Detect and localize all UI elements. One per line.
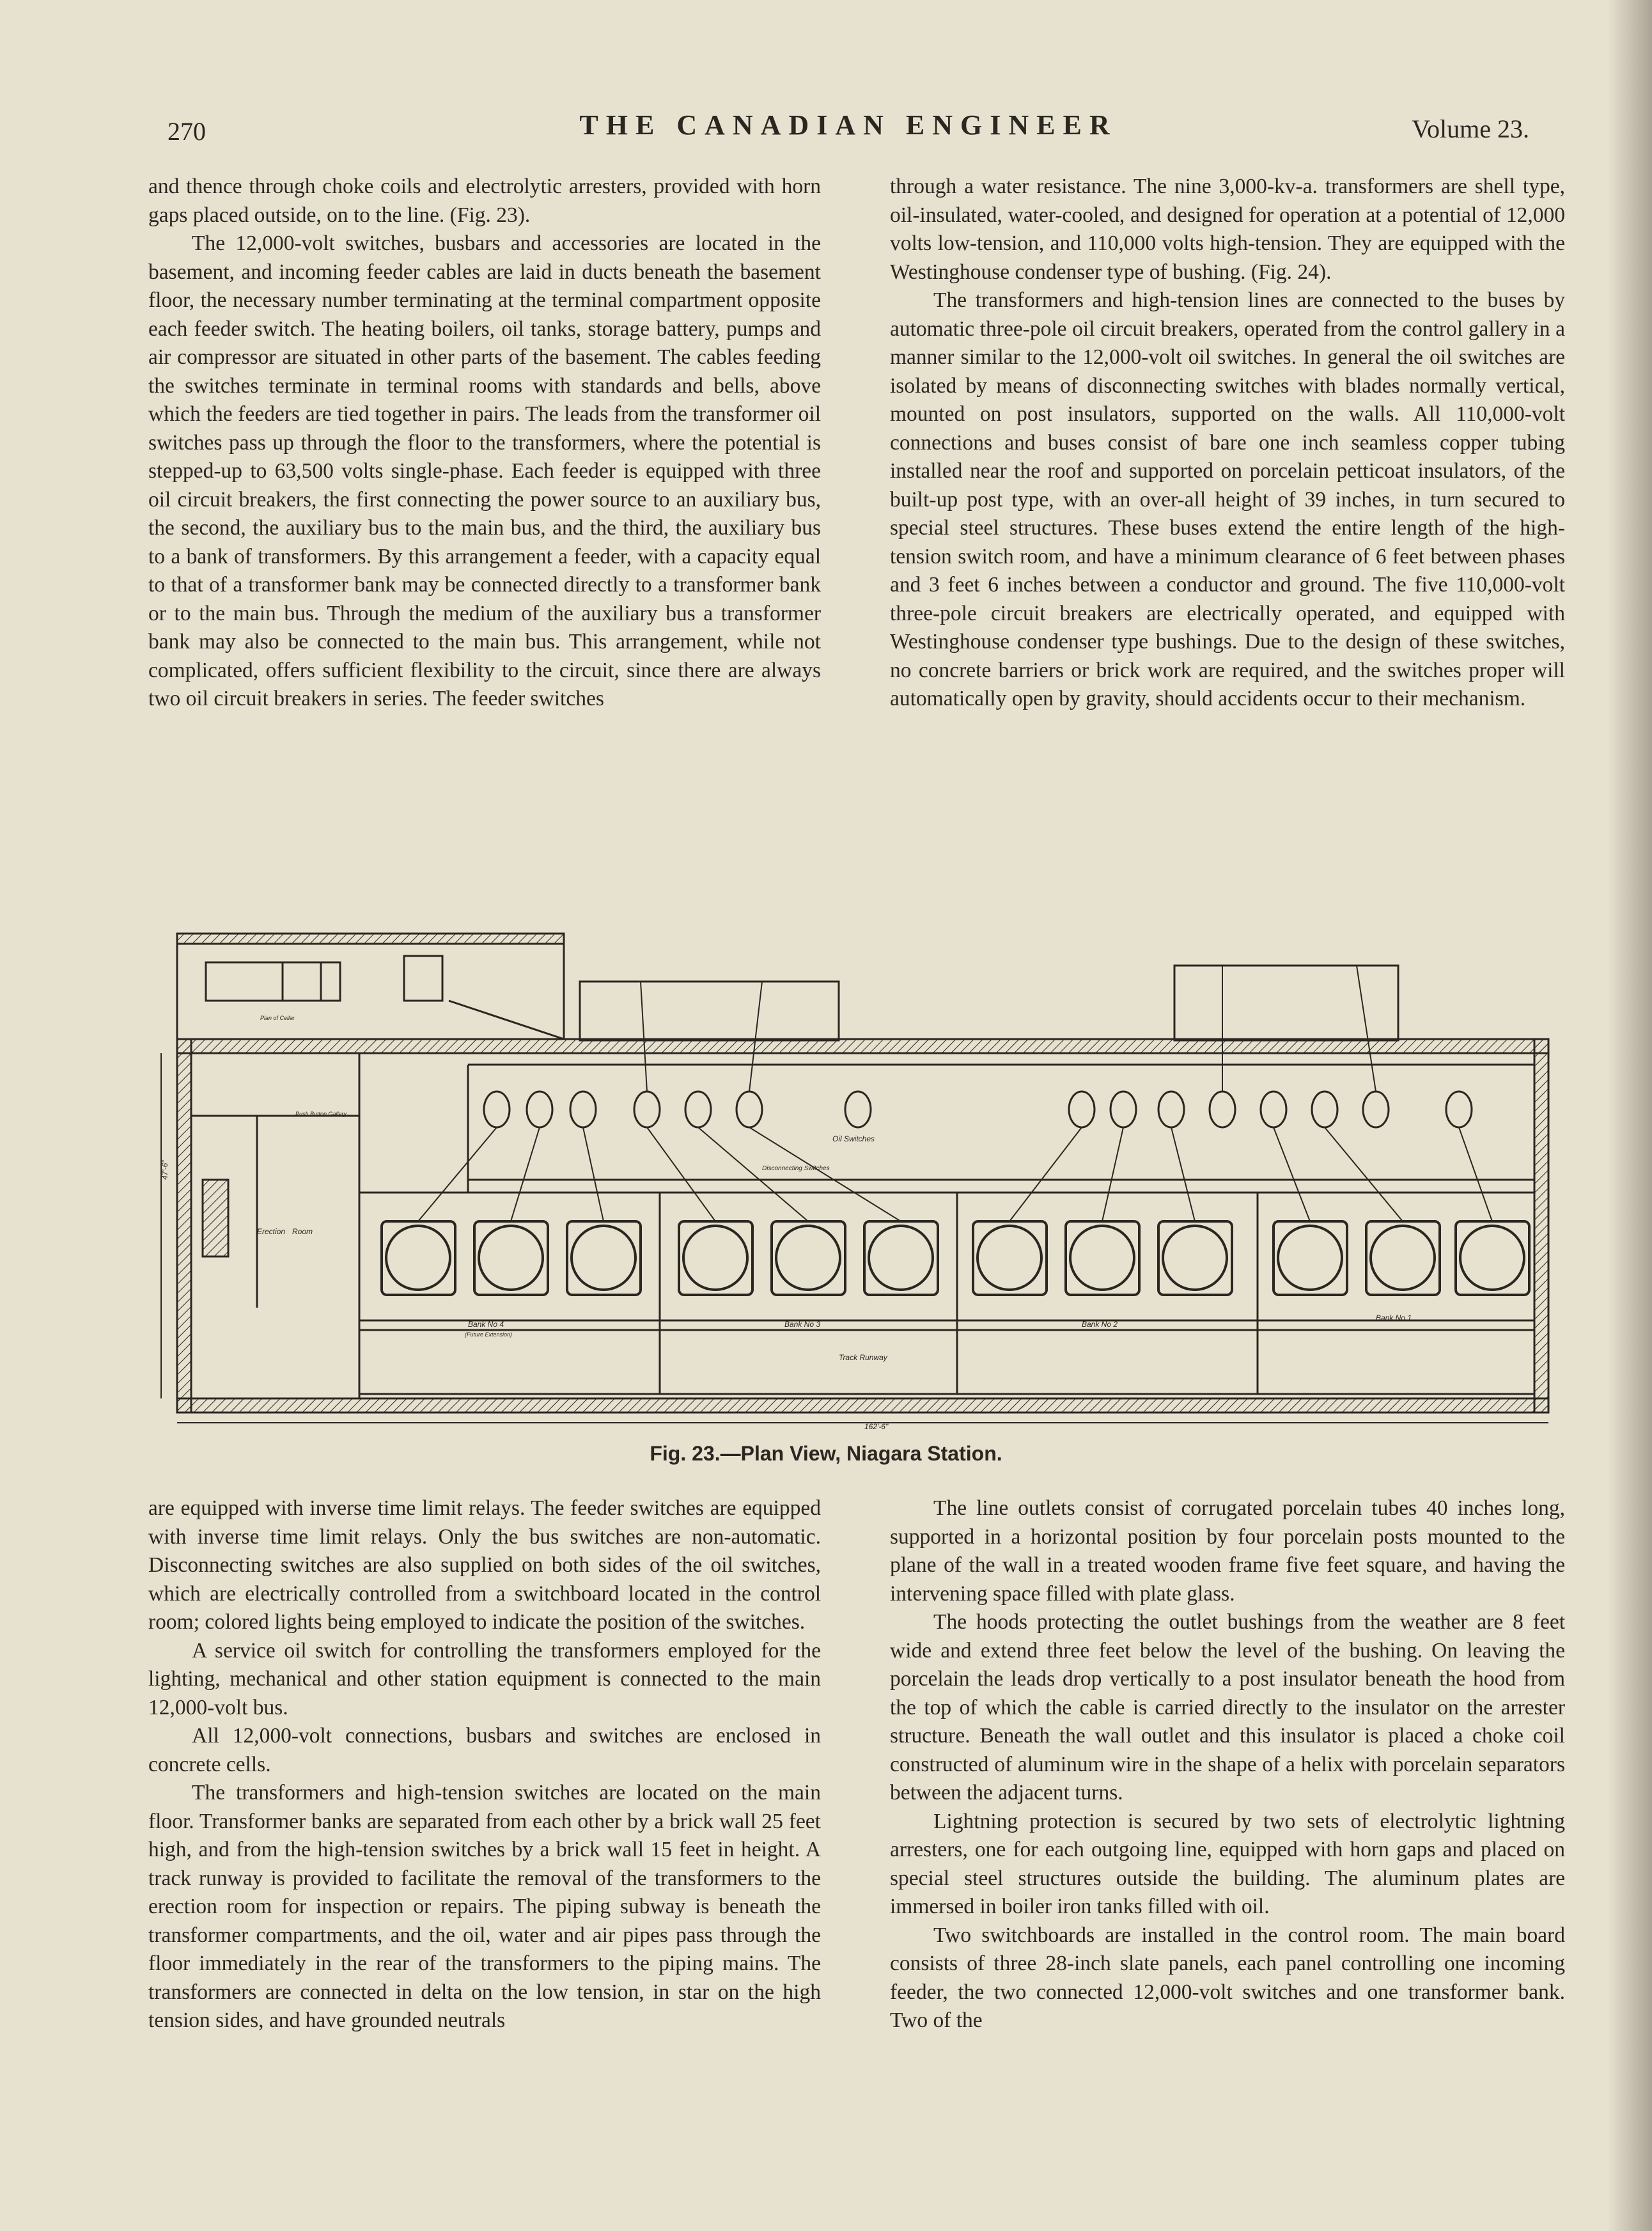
transformer-row xyxy=(382,1221,1529,1295)
volume-label: Volume 23. xyxy=(1412,114,1529,143)
east-wall xyxy=(1534,1039,1548,1413)
paragraph: A service oil switch for controlling the transformers employed for the lighting, mechanical and other station equipment is connected to the main 12,000-volt bus. xyxy=(148,1638,821,1719)
paragraph: The transformers and high-tension switches are located on the main floor. Transformer banks are separated from each other by a brick wall 25 feet high, and from the high-tension switches by a brick wall 15 feet in height. A track runway is provided to facilitate the removal of the transformers to the erection room for inspection or repairs. The piping subway is beneath the transformer compartments, and the oil, water and air pipes pass through the floor immediately in the rear of the transformers to the piping mains. The transformers are connected in delta on the low tension, in star on the high tension sides, and have grounded neutrals xyxy=(148,1781,821,2032)
bank-4-label: Bank No 4 xyxy=(468,1320,504,1329)
page-edge-shadow xyxy=(1607,0,1652,2231)
west-wall xyxy=(177,1039,191,1413)
plan-view-figure xyxy=(148,924,1566,1436)
paragraph: All 12,000-volt connections, busbars and switches are enclosed in concrete cells. xyxy=(148,1724,821,1776)
paragraph: through a water resistance. The nine 3,000-kv-a. transformers are shell type, oil-insulated, water-cooled, and designed for operation at a potential of 12,000 volts low-tension, and 110,000 volts high-tension. They are equipped with the Westinghouse condenser type of bushing. (Fig. 24). xyxy=(890,175,1565,284)
outlet-hood-left xyxy=(580,982,839,1040)
erection-room-label-1: Erection xyxy=(257,1227,286,1236)
plan-view-drawing xyxy=(148,924,1566,1436)
journal-title: THE CANADIAN ENGINEER xyxy=(579,109,1118,141)
bank-3-label: Bank No 3 xyxy=(784,1320,821,1329)
column-top-left xyxy=(148,173,821,714)
track-runway-label: Track Runway xyxy=(839,1353,887,1362)
erection-room-label-2: Room xyxy=(292,1227,313,1236)
page-number: 270 xyxy=(168,117,206,146)
paragraph: are equipped with inverse time limit relays. The feeder switches are equipped with inverse time limit relays. Only the bus switches are non-automatic. Disconnecting switches are also supplied on both sides of the oil switches, which are electrically controlled from a switchboard located in the control room; colored lights being employed to indicate the position of the switches. xyxy=(148,1496,821,1634)
oil-switch-row xyxy=(484,1092,1472,1127)
oil-switches-label: Oil Switches xyxy=(832,1134,875,1143)
paragraph: Two switchboards are installed in the control room. The main board consists of three 28-inch slate panels, each panel controlling one incoming feeder, the two connected 12,000-volt switches and one transformer bank. Two of the xyxy=(890,1923,1565,2032)
dimension-width-label: 47'-6" xyxy=(160,1160,169,1180)
bank-4-note: (Future Extension) xyxy=(465,1331,513,1338)
cellar-plan xyxy=(177,934,564,1039)
plan-of-cellar-label: Plan of Cellar xyxy=(260,1015,295,1021)
paragraph: and thence through choke coils and electrolytic arresters, provided with horn gaps placed outside, on to the line. (Fig. 23). xyxy=(148,175,821,227)
paragraph: The transformers and high-tension lines are connected to the buses by automatic three-pole oil circuit breakers, operated from the control gallery in a manner similar to the 12,000-volt oil switches. In general the oil switches are isolated by means of disconnecting switches with blades normally vertical, mounted on post insulators, supported on the walls. All 110,000-volt connections and buses consist of bare one inch seamless copper tubing installed near the roof and supported on porcelain petticoat insulators, of the built-up post type, with an over-all height of 39 inches, in turn secured to special steel structures. These buses extend the entire length of the high-tension switch room, and have a minimum clearance of 6 feet between phases and 3 feet 6 inches between a conductor and ground. The five 110,000-volt three-pole circuit breakers are electrically operated, and equipped with Westinghouse condenser type bushings. Due to the design of these switches, no concrete barriers or brick work are required, and the switches proper will automatically open by gravity, should accidents occur to their mechanism. xyxy=(890,288,1565,710)
paragraph: The line outlets consist of corrugated porcelain tubes 40 inches long, supported in a horizontal position by four porcelain posts mounted to the plane of the wall in a treated wooden frame five feet square, and having the intervening space filled with plate glass. xyxy=(890,1496,1565,1606)
bank-2-label: Bank No 2 xyxy=(1082,1320,1118,1329)
figure-caption: Fig. 23.—Plan View, Niagara Station. xyxy=(650,1442,1002,1465)
paragraph: The 12,000-volt switches, busbars and accessories are located in the basement, and incoming feeder cables are laid in ducts beneath the basement floor, the necessary number terminating at the terminal compartment opposite each feeder switch. The heating boilers, oil tanks, storage battery, pumps and air compressor are situated in other parts of the basement. The cables feeding the switches terminate in terminal rooms with standards and bells, above which the feeders are tied together in pairs. The leads from the transformer oil switches pass up through the floor to the transformers, where the potential is stepped-up to 63,500 volts single-phase. Each feeder is equipped with three oil circuit breakers, the first connecting the power source to an auxiliary bus, the second, the auxiliary bus to the main bus, and the third, the auxiliary bus to a bank of transformers. By this arrangement a feeder, with a capacity equal to that of a transformer bank may be connected directly to a transformer bank or to the main bus. Through the medium of the auxiliary bus a transformer bank may also be connected to the main bus. This arrangement, while not complicated, offers sufficient flexibility to the circuit, since there are always two oil circuit breakers in series. The feeder switches xyxy=(148,231,821,710)
push-button-gallery-label: Push Button Gallery xyxy=(295,1111,347,1117)
south-wall xyxy=(177,1398,1548,1413)
disconnecting-switches-label: Disconnecting Switches xyxy=(762,1165,830,1172)
column-bottom-left xyxy=(148,1494,821,2035)
dimension-length-label: 162'-6" xyxy=(864,1422,889,1431)
paragraph: The hoods protecting the outlet bushings from the weather are 8 feet wide and extend three feet below the level of the bushing. On leaving the porcelain the leads drop vertically to a post insulator beneath the hood from the top of which the cable is carried directly to the insulator on the arrester structure. Beneath the wall outlet and this insulator is placed a choke coil constructed of aluminum wire in the shape of a helix with porcelain separators between the adjacent turns. xyxy=(890,1610,1565,1804)
column-bottom-right xyxy=(890,1494,1565,2035)
column-top-right xyxy=(890,173,1565,714)
page-header xyxy=(168,109,1529,153)
outlet-hood-right xyxy=(1174,966,1398,1040)
paragraph: Lightning protection is secured by two sets of electrolytic lightning arresters, one for each outgoing line, equipped with horn gaps and placed on special steel structures outside the building. The aluminum plates are immersed in boiler iron tanks filled with oil. xyxy=(890,1809,1565,1918)
bank-1-label: Bank No 1 xyxy=(1376,1313,1412,1322)
